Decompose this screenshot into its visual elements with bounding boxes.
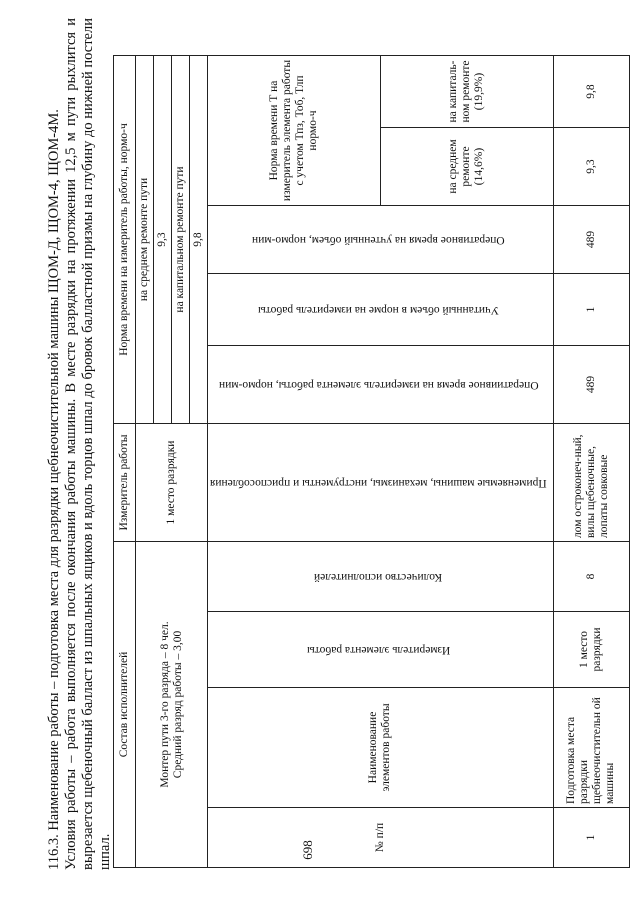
col-count-header: [208, 542, 554, 612]
crew-label: Состав исполнителей: [114, 542, 136, 868]
row-op-time-total: 489: [553, 206, 629, 274]
work-title: 116.3. Наименование работы – подготовка места для разрядки щебнеочистительной машины ЩОМ-Д, ЩОМ-4, ЩОМ-4М.: [46, 109, 62, 870]
meter-label: Измеритель работы: [114, 424, 136, 542]
rotated-page-content: [46, 0, 617, 870]
row-norm-cap: 9,8: [553, 56, 629, 128]
col-tools-header-text: Применяемые машины, механизмы, инструменты и приспособления: [210, 477, 547, 489]
work-conditions: Условия работы – работа выполняется после окончания работы машины. В месте разрядки на протяжении 12,5 м пути рыхлится и вырезается щебеночный балласт из шпальных ящиков и вдоль торцов шпал до бровок балластной призмы на глубину до нижней постели шпал.: [63, 18, 113, 870]
norm-label: Норма времени на измеритель работы, нормо-ч: [114, 56, 136, 424]
col-norm-avg-header: на среднем ремонте (14,6%): [380, 128, 553, 206]
row-norm-avg: 9,3: [553, 128, 629, 206]
crew-value-line-2: Средний разряд работы – 3,00: [171, 630, 184, 779]
row-tools: лом остроконеч-ный, вилы щебеночные, лопаты совковые: [553, 424, 629, 542]
norm-cap-value: 9,8: [190, 56, 208, 424]
col-meter-header: [208, 612, 554, 688]
norm-avg-label: на среднем ремонте пути: [136, 56, 154, 424]
col-op-time-total-header-text: Оперативное время на учтенный объем, нормо-мин: [251, 234, 505, 246]
col-tools-header: [208, 424, 554, 542]
col-op-time-total-header: [208, 206, 554, 274]
table-row: [553, 56, 629, 868]
page-number: 698: [299, 840, 315, 860]
col-name-header: Наименование элементов работы: [208, 688, 554, 808]
col-volume-header: [208, 274, 554, 346]
col-volume-header-text: Учитанный объем в норме на измеритель работы: [257, 304, 499, 316]
heading-block: [46, 18, 114, 870]
col-num-header: № п/п: [208, 808, 554, 868]
col-op-time-header-text: Оператиивное время на измеритель элемента работы, нормо-мин: [218, 379, 539, 391]
col-count-header-text: Количество исполнителей: [314, 571, 443, 583]
crew-value-line-1: Монтер пути 3-го разряда – 8 чел.: [158, 621, 171, 788]
col-meter-header-text: Измеритель элемента работы: [306, 644, 450, 656]
meter-value: 1 место разрядки: [136, 424, 208, 542]
col-norm-t-header: Норма времени Т на измеритель элемента работы с учетом Тпз, Тоб, Тлп нормо-ч: [208, 56, 381, 206]
row-num: 1: [553, 808, 629, 868]
col-op-time-header: [208, 346, 554, 424]
row-name: Подготовка места разрядки щебнеочистительн ой машины: [553, 688, 629, 808]
row-op-time: 489: [553, 346, 629, 424]
norm-cap-label: на капитальном ремонте пути: [172, 56, 190, 424]
crew-value: [136, 542, 208, 868]
row-count: 8: [553, 542, 629, 612]
norm-table: [113, 55, 630, 868]
row-volume: 1: [553, 274, 629, 346]
norm-avg-value: 9,3: [154, 56, 172, 424]
row-meter: 1 место разрядки: [553, 612, 629, 688]
col-norm-cap-header: на капиталь-ном ремонте (19,9%): [380, 56, 553, 128]
